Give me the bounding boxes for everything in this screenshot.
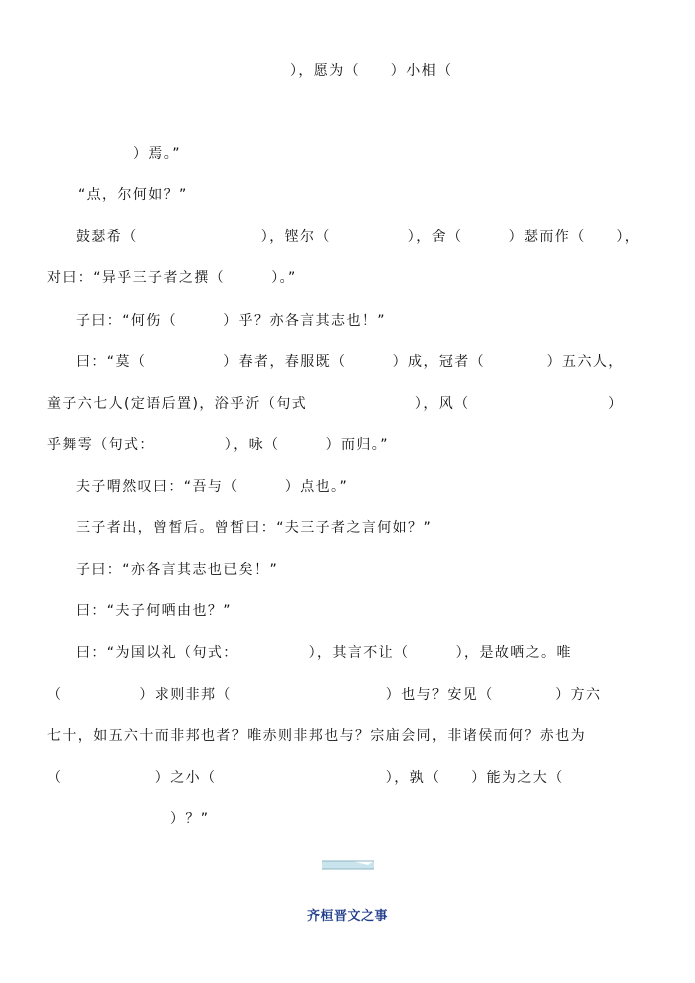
text-line-3: “点，尔何如？” <box>78 187 188 203</box>
text-line-13: 曰：“夫子何哂由也？” <box>76 603 232 619</box>
text-line-5: 对曰：“异乎三子者之撰（ ）。” <box>47 270 297 286</box>
text-line-16: 七十，如五六十而非邦也者？唯赤则非邦也与？宗庙会同，非诸侯而何？赤也为 <box>47 728 586 744</box>
text-line-1: ），愿为（ ）小相（ <box>290 63 453 79</box>
text-line-10: 夫子喟然叹曰：“吾与（ ）点也。” <box>76 479 349 495</box>
text-line-2: ）焉。” <box>133 146 181 162</box>
section-divider-icon <box>322 858 374 872</box>
text-line-9: 乎舞雩（句式： ），咏（ ）而归。” <box>47 437 389 453</box>
section-title: 齐桓晋文之事 <box>306 909 388 924</box>
text-line-6: 子曰：“何伤（ ）乎？亦各言其志也！” <box>76 313 386 329</box>
text-line-18: ）？” <box>170 811 210 827</box>
text-line-4: 鼓瑟希（ ），铿尔（ ），舍（ ）瑟而作（ ）， <box>76 229 641 245</box>
text-line-17: （ ）之小（ ），孰（ ）能为之大（ <box>47 770 564 786</box>
text-line-15: （ ）求则非邦（ ）也与？安见（ ）方六 <box>47 687 602 703</box>
text-line-8: 童子六七人(定语后置)，浴乎沂（句式 ），风（ ） <box>47 396 624 412</box>
text-line-7: 曰：“莫（ ）春者，春服既（ ）成，冠者（ ）五六人， <box>76 354 624 370</box>
text-line-14: 曰：“为国以礼（句式： ），其言不让（ ），是故哂之。唯 <box>76 645 572 661</box>
text-line-11: 三子者出，曾皙后。曾皙曰：“夫三子者之言何如？” <box>76 520 433 536</box>
text-line-12: 子曰：“亦各言其志也已矣！” <box>76 562 279 578</box>
